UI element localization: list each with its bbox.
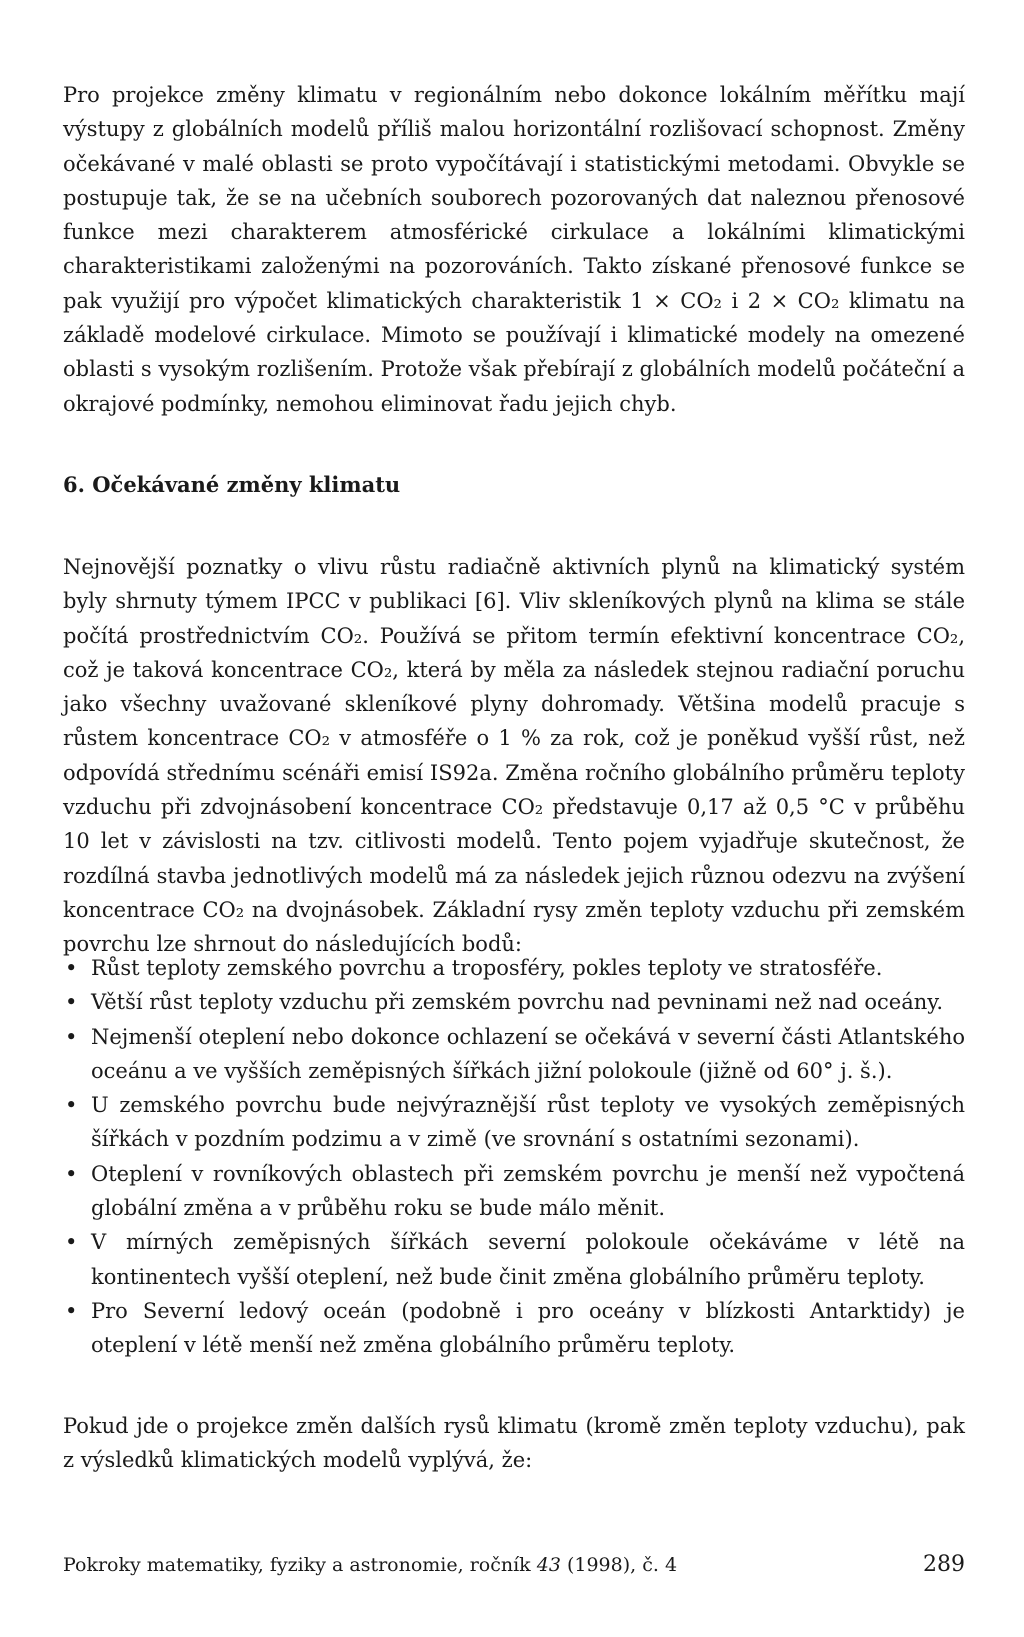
bullet-icon: • [65,1093,78,1118]
list-item [63,1157,965,1226]
list-item-text: Oteplení v rovníkových oblastech při zemském povrchu je menší než vypočtená globální změna a v průběhu roku se bude málo měnit. [91,1161,965,1221]
journal-volume: 43 [536,1554,561,1576]
list-item-text: Větší růst teploty vzduchu při zemském povrchu nad pevninami než nad oceány. [91,990,943,1015]
list-item [63,951,965,985]
bullet-icon: • [65,956,78,980]
paragraph-closing: Pokud jde o projekce změn dalších rysů klimatu (kromě změn teploty vzduchu), pak z výsledků klimatických modelů vyplývá, že: [63,1414,965,1473]
list-item [63,1088,965,1157]
bullet-list [63,951,965,1363]
list-item [63,1294,965,1363]
list-item-text: V mírných zeměpisných šířkách severní polokoule očekáváme v létě na kontinentech vyšší oteplení, než bude činit změna globálního průměru teploty. [91,1230,965,1289]
paragraph-intro: Pro projekce změny klimatu v regionálním nebo dokonce lokálním měřítku mají výstupy z globálních modelů příliš malou horizontální rozlišovací schopnost. Změny očekávané v malé oblasti se proto vypočítávají i statistickými metodami. Obvykle se postupuje tak, že se na učebních souborech pozorovaných dat naleznou přenosové funkce mezi charakterem atmosférické cirkulace a lokálními klimatickými charakteristikami založenými na pozorováních. Takto získané přenosové funkce se pak využijí pro výpočet klimatických charakteristik 1 × CO₂ i 2 × CO₂ klimatu na základě modelové cirkulace. Mimoto se používají i klimatické modely na omezené oblasti s vysokým rozlišením. Protože však přebírají z globálních modelů počáteční a okrajové podmínky, nemohou eliminovat řadu jejich chyb. [63,83,965,416]
bullet-icon: • [65,990,78,1015]
section-heading: 6. Očekávané změny klimatu [63,472,401,497]
journal-year-issue: (1998), č. 4 [566,1554,678,1576]
journal-name: Pokroky matematiky, fyziky a astronomie, ročník [63,1554,531,1576]
list-item-text: Pro Severní ledový oceán (podobně i pro oceány v blízkosti Antarktidy) je oteplení v létě menší než změna globálního průměru teploty. [91,1298,965,1358]
document-page [63,78,965,1588]
bullet-icon: • [65,1230,78,1255]
list-item [63,1225,965,1294]
list-item [63,985,965,1019]
list-item-text: Růst teploty zemského povrchu a troposféry, pokles teploty ve stratosféře. [91,956,883,980]
list-item-text: U zemského povrchu bude nejvýraznější růst teploty ve vysokých zeměpisných šířkách v pozdním podzimu a v zimě (ve srovnání s ostatními sezonami). [91,1093,965,1152]
page-number: 289 [923,1552,965,1577]
list-item [63,1020,965,1089]
bullet-icon: • [65,1024,78,1049]
journal-citation [63,1550,677,1580]
bullet-icon: • [65,1298,78,1323]
list-item-text: Nejmenší oteplení nebo dokonce ochlazení se očekává v severní části Atlantského oceánu a ve vyšších zeměpisných šířkách jižní polokoule (jižně od 60° j. š.). [91,1024,965,1083]
bullet-icon: • [65,1161,78,1186]
paragraph-section-body: Nejnovější poznatky o vlivu růstu radiačně aktivních plynů na klimatický systém byly shrnuty týmem IPCC v publikaci [6]. Vliv skleníkových plynů na klima se stále počítá prostřednictvím CO₂. Používá se přitom termín efektivní koncentrace CO₂, což je taková koncentrace CO₂, která by měla za následek stejnou radiační poruchu jako všechny uvažované skleníkové plyny dohromady. Většina modelů pracuje s růstem koncentrace CO₂ v atmosféře o 1 % za rok, což je poněkud vyšší růst, než odpovídá střednímu scénáři emisí IS92a. Změna ročního globálního průměru teploty vzduchu při zdvojnásobení koncentrace CO₂ představuje 0,17 až 0,5 °C v průběhu 10 let v závislosti na tzv. citlivosti modelů. Tento pojem vyjadřuje skutečnost, že rozdílná stavba jednotlivých modelů má za následek jejich různou odezvu na zvýšení koncentrace CO₂ na dvojnásobek. Základní rysy změn teploty vzduchu při zemském povrchu lze shrnout do následujících bodů: [63,555,965,957]
